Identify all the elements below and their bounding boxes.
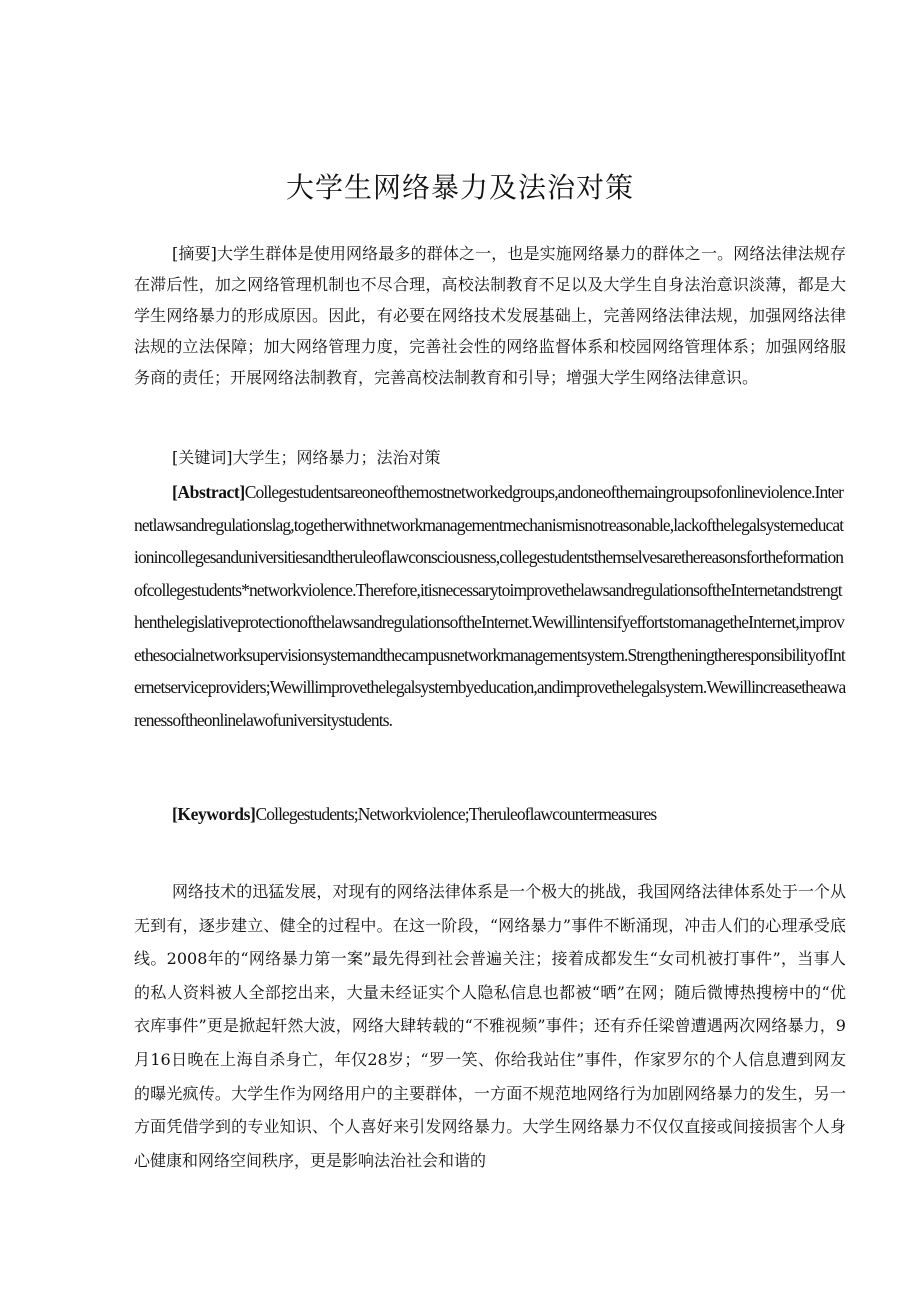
- english-abstract-label: [Abstract]: [172, 482, 245, 502]
- english-keywords-label: [Keywords]: [172, 804, 256, 824]
- paper-title: 大学生网络暴力及法治对策: [285, 171, 634, 204]
- english-keywords-text: Collegestudents;Networkviolence;Theruleoflawcountermeasures: [255, 804, 657, 824]
- chinese-keywords: [关键词]大学生；网络暴力；法治对策: [172, 448, 441, 467]
- body-paragraph: 网络技术的迅猛发展，对现有的网络法律体系是一个极大的挑战，我国网络法律体系处于一个从无到有，逐步建立、健全的过程中。在这一阶段，“网络暴力”事件不断涌现，冲击人们的心理承受底线。2008年的“网络暴力第一案”最先得到社会普遍关注；接着成都发生“女司机被打事件”，当事人的私人资料被人全部挖出来，大量未经证实个人隐私信息也都被“晒”在网；随后微博热搜榜中的“优衣库事件”更是掀起轩然大波，网络大肆转载的“不雅视频”事件；还有乔任梁曾遭遇两次网络暴力，9月16日晚在上海自杀身亡，年仅28岁；“罗一笑、你给我站住”事件，作家罗尔的个人信息遭到网友的曝光疯传。大学生作为网络用户的主要群体，一方面不规范地网络行为加剧网络暴力的发生，另一方面凭借学到的专业知识、个人喜好来引发网络暴力。大学生网络暴力不仅仅直接或间接损害个人身心健康和网络空间秩序，更是影响法治社会和谐的: [134, 882, 846, 1170]
- english-keywords: [134, 798, 846, 831]
- chinese-abstract: [摘要]大学生群体是使用网络最多的群体之一，也是实施网络暴力的群体之一。网络法律法规存在滞后性，加之网络管理机制也不尽合理，高校法制教育不足以及大学生自身法治意识淡薄，都是大学生网络暴力的形成原因。因此，有必要在网络技术发展基础上，完善网络法律法规，加强网络法律法规的立法保障；加大网络管理力度，完善社会性的网络监督体系和校园网络管理体系；加强网络服务商的责任；开展网络法制教育，完善高校法制教育和引导；增强大学生网络法律意识。: [134, 244, 846, 387]
- english-abstract-text: Collegestudentsareoneofthemostnetworkedgroups,andoneofthemaingroupsofonlineviolence.Internetlawsandregulationslag,togetherwithnetworkmanagementmechanismisnotreasonable,lackofthelegalsystemeducationincollegesanduniversitiesandtheruleoflawconsciousness,collegestudentsthemselvesarethereasonsfortheformationofcollegestudents*networkviolence.Therefore,itisnecessarytoimprovethelawsandregulationsoftheInternetandstrengthenthelegislativeprotectionofthelawsandregulationsoftheInternet.WewillintensifyeffortstomanagetheInternet,improvethesocialnetworksupervisionsystemandthecampusnetworkmanagementsystem.StrengtheningtheresponsibilityofInternetserviceproviders;Wewillimprovethelegalsystembyeducation,andimprovethelegalsystem.Wewillincreasetheawarenessoftheonlinelawofuniversitystudents.: [134, 482, 846, 730]
- english-abstract: [134, 476, 846, 736]
